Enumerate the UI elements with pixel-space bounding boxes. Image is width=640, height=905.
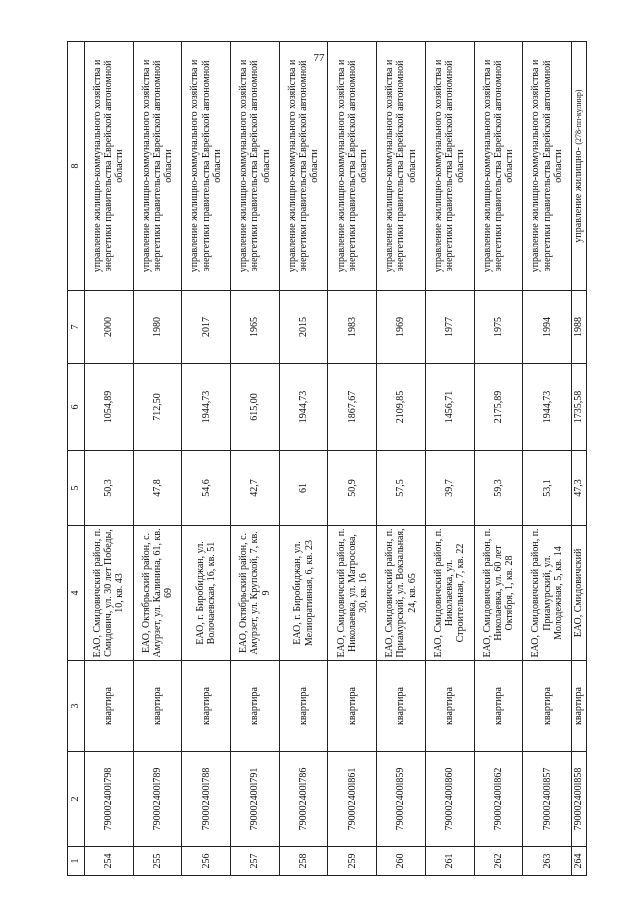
- row-number-cell: 263: [523, 847, 572, 876]
- address-cell: ЕАО, Смидовичский район, п. Смидович, ул. 30 лет Победы, 10, кв. 43: [85, 526, 134, 661]
- holder-cell: управление жилищно-коммунального хозяйства и энергетики правительства Еврейской автономной области: [474, 42, 523, 291]
- address-cell: ЕАО, Смидовичский: [572, 526, 587, 661]
- property-type-cell: квартира: [279, 661, 328, 752]
- table-row: [328, 42, 377, 876]
- row-number-cell: 264: [572, 847, 587, 876]
- area-cell: 50,3: [85, 451, 134, 526]
- property-type-cell: квартира: [425, 661, 474, 752]
- registry-code-cell: 790002400l860: [425, 752, 474, 847]
- area-cell: 61: [279, 451, 328, 526]
- table-row: [377, 42, 426, 876]
- table-row: [182, 42, 231, 876]
- holder-cell: управление жилищно-коммунального хозяйства и энергетики правительства Еврейской автономной области: [85, 42, 134, 291]
- holder-cell: управление жилищно-коммунального хозяйства и энергетики правительства Еврейской автономной области: [231, 42, 280, 291]
- registry-code-cell: 790002400l862: [474, 752, 523, 847]
- row-number-cell: 259: [328, 847, 377, 876]
- year-cell: 2017: [182, 291, 231, 364]
- property-type-cell: квартира: [231, 661, 280, 752]
- area-cell: 50,9: [328, 451, 377, 526]
- address-cell: ЕАО, Смидовичский район, п. Николаевка, ул. Строительная, 7, кв. 22: [425, 526, 474, 661]
- property-type-cell: квартира: [133, 661, 182, 752]
- property-type-cell: квартира: [85, 661, 134, 752]
- holder-cell: управление жилищно-коммунального хозяйства и энергетики правительства Еврейской автономной области: [328, 42, 377, 291]
- area-cell: 57,5: [377, 451, 426, 526]
- year-cell: 1983: [328, 291, 377, 364]
- column-header: 4: [68, 526, 85, 661]
- row-number-cell: 258: [279, 847, 328, 876]
- property-type-cell: квартира: [377, 661, 426, 752]
- row-number-cell: 254: [85, 847, 134, 876]
- area-cell: 47,3: [572, 451, 587, 526]
- year-cell: 1980: [133, 291, 182, 364]
- table-row: [474, 42, 523, 876]
- column-header: 3: [68, 661, 85, 752]
- value-cell: 1054,89: [85, 364, 134, 451]
- area-cell: 47,8: [133, 451, 182, 526]
- address-cell: ЕАО, Смидовичский район, п. Приамурский, ул. Молодежная, 5, кв. 14: [523, 526, 572, 661]
- property-type-cell: квартира: [182, 661, 231, 752]
- value-cell: 2109,85: [377, 364, 426, 451]
- property-type-cell: квартира: [328, 661, 377, 752]
- holder-cell: управление жилищно-коммунального хозяйства и энергетики правительства Еврейской автономной области: [133, 42, 182, 291]
- column-number-row: [68, 42, 85, 876]
- area-cell: 42,7: [231, 451, 280, 526]
- registry-code-cell: 790002400l786: [279, 752, 328, 847]
- holder-cell: управление жилищно-коммунального хозяйства и энергетики правительства Еврейской автономной области: [425, 42, 474, 291]
- registry-code-cell: 790002400l791: [231, 752, 280, 847]
- column-header: 2: [68, 752, 85, 847]
- page-number: 77: [313, 52, 325, 64]
- year-cell: 2000: [85, 291, 134, 364]
- table-row: [85, 42, 134, 876]
- registry-code-cell: 790002400l789: [133, 752, 182, 847]
- registry-code-cell: 790002400l858: [572, 752, 587, 847]
- column-header: 1: [68, 847, 85, 876]
- holder-cell: управление жилищно-коммунального хозяйства и энергетики правительства Еврейской автономной области: [377, 42, 426, 291]
- holder-cell: [572, 42, 587, 291]
- holder-cell: управление жилищно-коммунального хозяйства и энергетики правительства Еврейской автономной области: [279, 42, 328, 291]
- registry-code-cell: 790002400l857: [523, 752, 572, 847]
- registry-code-cell: 790002400l788: [182, 752, 231, 847]
- property-type-cell: квартира: [523, 661, 572, 752]
- table-row: [572, 42, 587, 876]
- holder-cell: управление жилищно-коммунального хозяйства и энергетики правительства Еврейской автономной области: [523, 42, 572, 291]
- value-cell: 1456,71: [425, 364, 474, 451]
- area-cell: 39,7: [425, 451, 474, 526]
- row-number-cell: 256: [182, 847, 231, 876]
- year-cell: 1965: [231, 291, 280, 364]
- registry-code-cell: 790002400l861: [328, 752, 377, 847]
- row-number-cell: 261: [425, 847, 474, 876]
- table-row: [231, 42, 280, 876]
- column-header: 8: [68, 42, 85, 291]
- address-cell: ЕАО, Смидовичский район, п. Николаевка, ул. Матросова, 30, кв. 16: [328, 526, 377, 661]
- property-type-cell: квартира: [572, 661, 587, 752]
- area-cell: 53,1: [523, 451, 572, 526]
- value-cell: 2175,89: [474, 364, 523, 451]
- area-cell: 54,6: [182, 451, 231, 526]
- rotated-page-content: [67, 42, 587, 876]
- value-cell: 615,00: [231, 364, 280, 451]
- address-cell: ЕАО, Октябрьский район, с. Амурзет, ул. Крупской, 7, кв. 9: [231, 526, 280, 661]
- year-cell: 1994: [523, 291, 572, 364]
- address-cell: ЕАО, Смидовичский район, п. Николаевка, ул. 60 лет Октября, 1, кв. 28: [474, 526, 523, 661]
- year-cell: 1977: [425, 291, 474, 364]
- row-number-cell: 260: [377, 847, 426, 876]
- address-cell: ЕАО, г. Биробиджан, ул. Мелиоративная, 6, кв. 23: [279, 526, 328, 661]
- table-row: [133, 42, 182, 876]
- row-number-cell: 257: [231, 847, 280, 876]
- registry-code-cell: 790002400l859: [377, 752, 426, 847]
- property-register-table: [67, 41, 587, 876]
- value-cell: 1867,67: [328, 364, 377, 451]
- year-cell: 1975: [474, 291, 523, 364]
- document-stamp: (278-пп-кулинр): [574, 89, 583, 145]
- property-type-cell: квартира: [474, 661, 523, 752]
- year-cell: 1988: [572, 291, 587, 364]
- table-row: [279, 42, 328, 876]
- row-number-cell: 262: [474, 847, 523, 876]
- value-cell: 1735,58: [572, 364, 587, 451]
- year-cell: 2015: [279, 291, 328, 364]
- holder-text: управление жилищно-: [573, 147, 584, 243]
- column-header: 7: [68, 291, 85, 364]
- value-cell: 1944,73: [279, 364, 328, 451]
- table-row: [425, 42, 474, 876]
- column-header: 6: [68, 364, 85, 451]
- registry-code-cell: 790002400l798: [85, 752, 134, 847]
- table-row: [523, 42, 572, 876]
- value-cell: 1944,73: [182, 364, 231, 451]
- address-cell: ЕАО, Смидовичский район, п. Приамурский, ул. Вокзальная, 24, кв. 65: [377, 526, 426, 661]
- area-cell: 59,3: [474, 451, 523, 526]
- holder-cell: управление жилищно-коммунального хозяйства и энергетики правительства Еврейской автономной области: [182, 42, 231, 291]
- value-cell: 1944,73: [523, 364, 572, 451]
- column-header: 5: [68, 451, 85, 526]
- address-cell: ЕАО, г. Биробиджан, ул. Волочаевская, 16, кв. 51: [182, 526, 231, 661]
- value-cell: 712,50: [133, 364, 182, 451]
- row-number-cell: 255: [133, 847, 182, 876]
- address-cell: ЕАО, Октябрьский район, с. Амурзет, ул. Калинина, 61, кв. 69: [133, 526, 182, 661]
- year-cell: 1969: [377, 291, 426, 364]
